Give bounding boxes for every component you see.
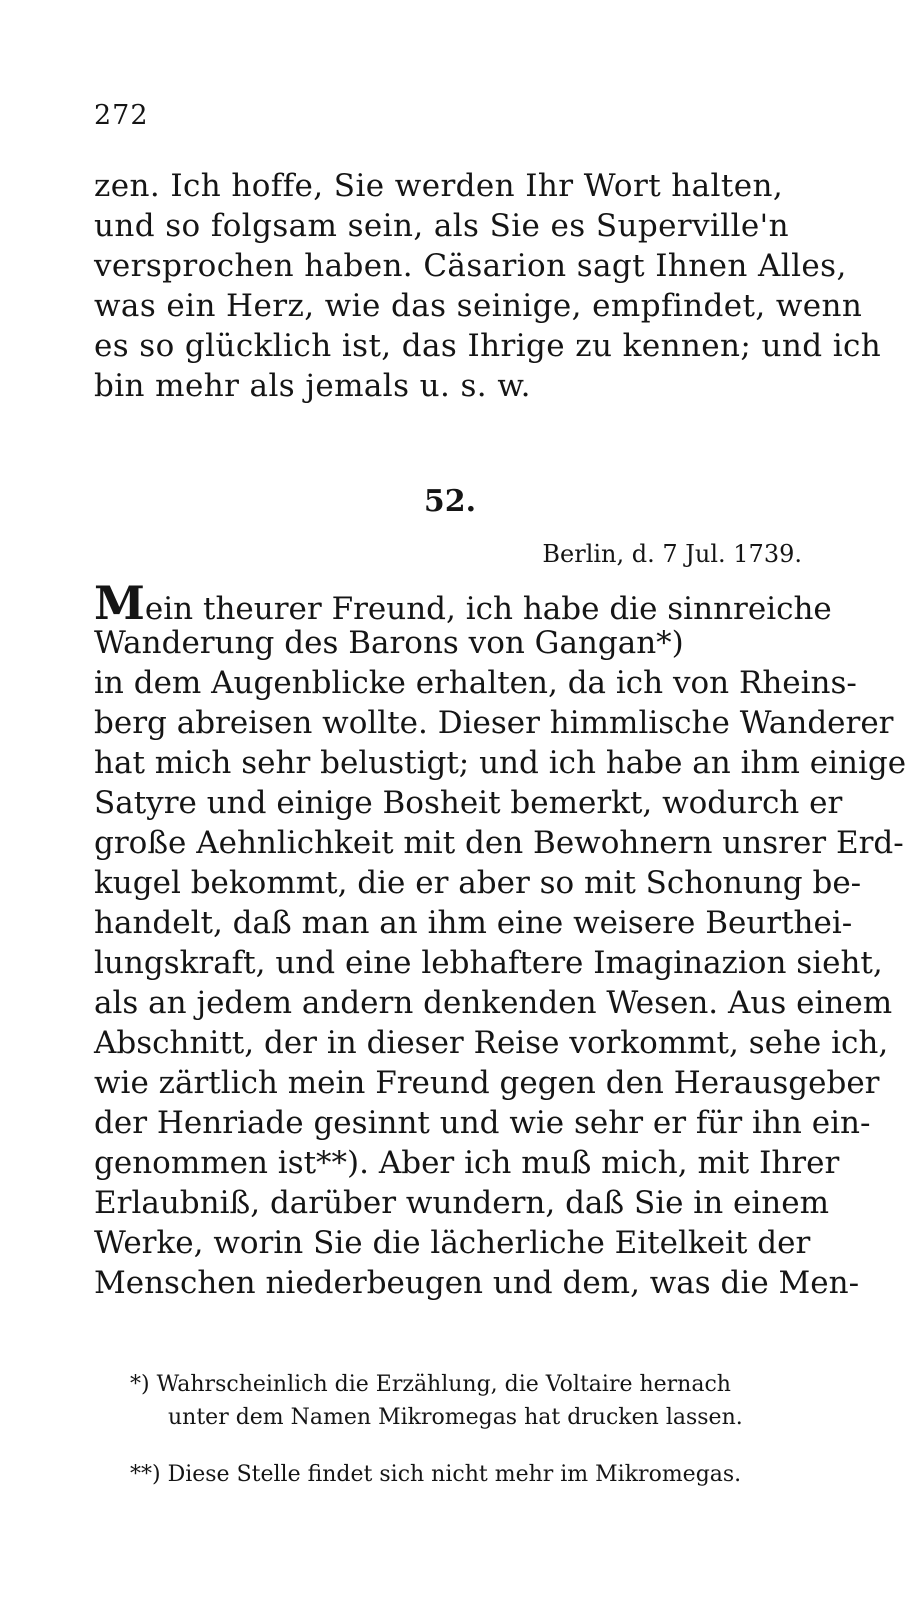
text-line: Abschnitt, der in dieser Reise vorkommt, sehe ich, bbox=[94, 1025, 889, 1061]
text-line: kugel bekommt, die er aber so mit Schonung be- bbox=[94, 865, 862, 901]
text-line: Werke, worin Sie die lächerliche Eitelkeit der bbox=[94, 1225, 811, 1261]
footnote-1-line-2: unter dem Namen Mikromegas hat drucken lassen. bbox=[168, 1405, 743, 1430]
intro-paragraph bbox=[94, 166, 882, 406]
text-line: und so folgsam sein, als Sie es Superville'n bbox=[94, 208, 789, 244]
text-line: genommen ist**). Aber ich muß mich, mit Ihrer bbox=[94, 1145, 840, 1181]
text-line-first bbox=[94, 576, 832, 630]
text-line: in dem Augenblicke erhalten, da ich von Rheins- bbox=[94, 665, 857, 701]
text-line: versprochen haben. Cäsarion sagt Ihnen Alles, bbox=[94, 248, 847, 284]
text-line: was ein Herz, wie das seinige, empfindet, wenn bbox=[94, 288, 863, 324]
text-line: Menschen niederbeugen und dem, was die Men- bbox=[94, 1265, 860, 1301]
text-line: hat mich sehr belustigt; und ich habe an ihm einige bbox=[94, 745, 906, 781]
text-line: Wanderung des Barons von Gangan*) bbox=[94, 625, 684, 661]
text-line: es so glücklich ist, das Ihrige zu kennen; und ich bbox=[94, 328, 882, 364]
text-line: wie zärtlich mein Freund gegen den Herausgeber bbox=[94, 1065, 880, 1101]
text-line: der Henriade gesinnt und wie sehr er für ihn ein- bbox=[94, 1105, 871, 1141]
footnotes bbox=[130, 1368, 830, 1491]
footnote-1-line-1: *) Wahrscheinlich die Erzählung, die Voltaire hernach bbox=[130, 1372, 731, 1397]
text-line: zen. Ich hoffe, Sie werden Ihr Wort halten, bbox=[94, 168, 784, 204]
first-line-text: ein theurer Freund, ich habe die sinnreiche bbox=[144, 591, 832, 627]
text-line: handelt, daß man an ihm eine weisere Beurthei- bbox=[94, 905, 853, 941]
text-line: berg abreisen wollte. Dieser himmlische Wanderer bbox=[94, 705, 894, 741]
text-line: als an jedem andern denkenden Wesen. Aus einem bbox=[94, 985, 893, 1021]
page-number: 272 bbox=[94, 100, 149, 131]
text-line: Erlaubniß, darüber wundern, daß Sie in einem bbox=[94, 1185, 830, 1221]
footnote-2-line-1: **) Diese Stelle findet sich nicht mehr im Mikromegas. bbox=[130, 1462, 742, 1487]
footnote-gap bbox=[130, 1434, 830, 1458]
drop-initial: M bbox=[94, 576, 145, 630]
text-line: lungskraft, und eine lebhaftere Imaginazion sieht, bbox=[94, 945, 883, 981]
text-line: große Aehnlichkeit mit den Bewohnern unsrer Erd- bbox=[94, 825, 904, 861]
text-line: bin mehr als jemals u. s. w. bbox=[94, 368, 531, 404]
letter-number: 52. bbox=[423, 484, 477, 519]
letter-body bbox=[94, 576, 906, 1303]
dateline: Berlin, d. 7 Jul. 1739. bbox=[542, 540, 802, 568]
text-line: Satyre und einige Bosheit bemerkt, wodurch er bbox=[94, 785, 843, 821]
